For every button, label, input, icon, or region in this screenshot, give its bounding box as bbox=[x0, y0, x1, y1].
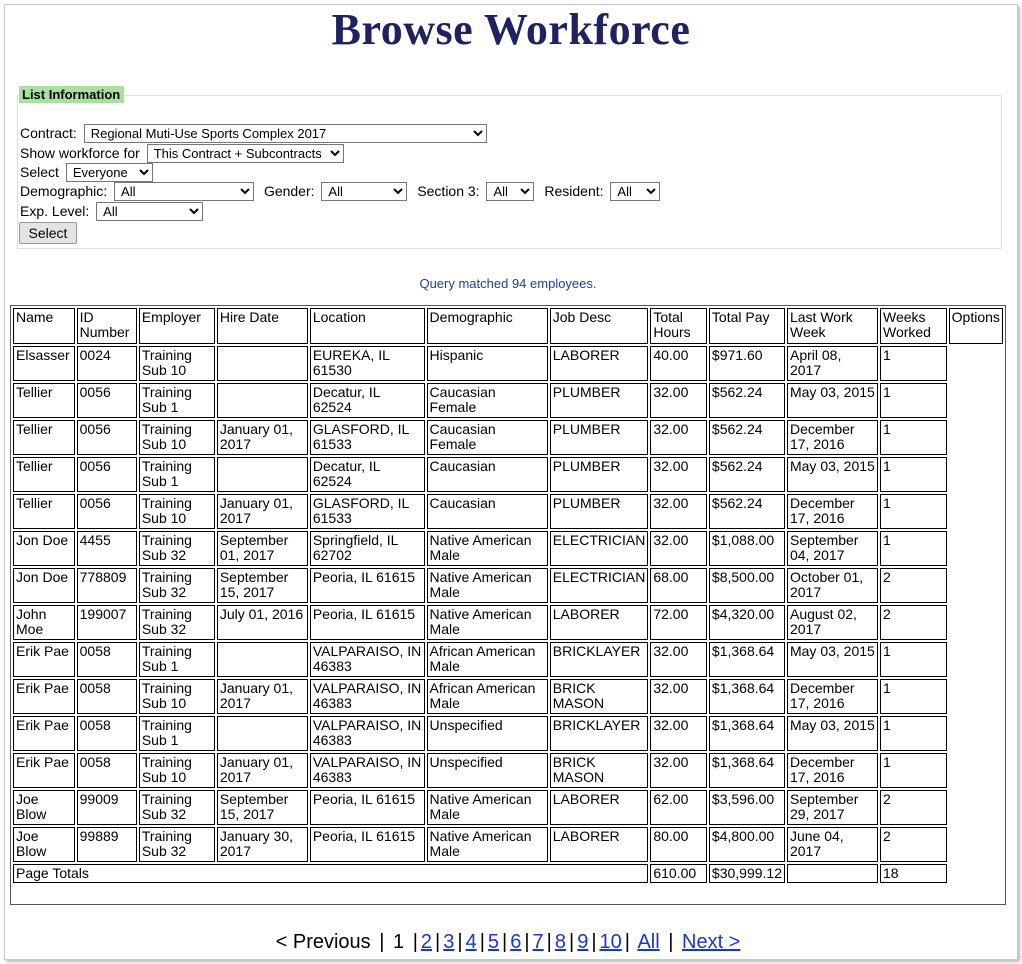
table-cell: 1 bbox=[880, 642, 947, 677]
table-cell: LABORER bbox=[550, 827, 649, 862]
table-cell: ELECTRICIAN bbox=[550, 531, 649, 566]
table-cell: LABORER bbox=[550, 790, 649, 825]
show-workforce-row bbox=[20, 144, 344, 163]
table-cell: PLUMBER bbox=[550, 457, 649, 492]
page-link-9[interactable]: 9 bbox=[577, 931, 589, 953]
table-cell: Unspecified bbox=[427, 716, 548, 751]
query-result-count: Query matched 94 employees. bbox=[419, 276, 597, 291]
table-cell: Decatur, IL 62524 bbox=[310, 383, 425, 418]
table-cell: 0024 bbox=[77, 346, 137, 381]
exp-level-select[interactable] bbox=[96, 202, 203, 221]
table-cell: VALPARAISO, IN 46383 bbox=[310, 679, 425, 714]
table-cell: 32.00 bbox=[650, 679, 707, 714]
table-row bbox=[13, 827, 1003, 862]
total-hours-value: 610.00 bbox=[650, 864, 707, 883]
table-cell: Tellier bbox=[13, 494, 75, 529]
pagination-separator: | bbox=[412, 931, 418, 953]
table-row bbox=[13, 790, 1003, 825]
table-cell: ELECTRICIAN bbox=[550, 568, 649, 603]
table-cell: December 17, 2016 bbox=[787, 420, 878, 455]
table-cell: 0056 bbox=[77, 420, 137, 455]
total-pay-value: $30,999.12 bbox=[709, 864, 785, 883]
table-cell: 1 bbox=[880, 383, 947, 418]
table-cell: 1 bbox=[880, 494, 947, 529]
table-cell: Training Sub 32 bbox=[139, 531, 215, 566]
table-cell: Elsasser bbox=[13, 346, 75, 381]
next-page-link[interactable]: Next > bbox=[682, 931, 741, 953]
table-cell: African American Male bbox=[427, 679, 548, 714]
table-cell: December 17, 2016 bbox=[787, 753, 878, 788]
table-cell: Training Sub 10 bbox=[139, 346, 215, 381]
table-cell: 778809 bbox=[77, 568, 137, 603]
table-cell: GLASFORD, IL 61533 bbox=[310, 420, 425, 455]
pagination-separator: | bbox=[668, 931, 674, 953]
section3-select[interactable] bbox=[486, 182, 534, 201]
total-last-week-value bbox=[787, 864, 878, 883]
table-cell: 4455 bbox=[77, 531, 137, 566]
table-cell: $562.24 bbox=[709, 457, 785, 492]
table-cell: September 29, 2017 bbox=[787, 790, 878, 825]
table-cell: May 03, 2015 bbox=[787, 383, 878, 418]
table-cell: 0058 bbox=[77, 642, 137, 677]
table-cell: 32.00 bbox=[650, 642, 707, 677]
table-cell: $4,320.00 bbox=[709, 605, 785, 640]
table-row bbox=[13, 642, 1003, 677]
table-cell: 0058 bbox=[77, 716, 137, 751]
table-cell: Springfield, IL 62702 bbox=[310, 531, 425, 566]
table-cell: Peoria, IL 61615 bbox=[310, 605, 425, 640]
column-header: Total Hours bbox=[650, 308, 707, 344]
table-cell: Caucasian bbox=[427, 457, 548, 492]
table-cell: BRICK MASON bbox=[550, 679, 649, 714]
table-cell: EUREKA, IL 61530 bbox=[310, 346, 425, 381]
table-cell: 32.00 bbox=[650, 531, 707, 566]
page-link-4[interactable]: 4 bbox=[465, 931, 477, 953]
table-cell: $4,800.00 bbox=[709, 827, 785, 862]
table-cell: Erik Pae bbox=[13, 753, 75, 788]
table-cell: 40.00 bbox=[650, 346, 707, 381]
table-cell: Jon Doe bbox=[13, 531, 75, 566]
column-header: Weeks Worked bbox=[880, 308, 947, 344]
table-cell: Jon Doe bbox=[13, 568, 75, 603]
page-totals-label: Page Totals bbox=[13, 864, 648, 883]
table-header-row bbox=[13, 308, 1003, 344]
page-totals-row bbox=[13, 864, 1003, 883]
list-information-panel bbox=[17, 95, 1002, 249]
table-cell: Native American Male bbox=[427, 531, 548, 566]
table-cell: 1 bbox=[880, 753, 947, 788]
table-cell: Tellier bbox=[13, 457, 75, 492]
table-cell: September 15, 2017 bbox=[217, 790, 308, 825]
table-cell: September 04, 2017 bbox=[787, 531, 878, 566]
table-cell: 2 bbox=[880, 790, 947, 825]
table-row bbox=[13, 568, 1003, 603]
column-header: Job Desc bbox=[550, 308, 649, 344]
table-cell: 99009 bbox=[77, 790, 137, 825]
table-cell: January 01, 2017 bbox=[217, 753, 308, 788]
demographic-select[interactable] bbox=[114, 182, 254, 201]
table-row bbox=[13, 716, 1003, 751]
table-cell: September 01, 2017 bbox=[217, 531, 308, 566]
panel-legend: List Information bbox=[19, 86, 124, 103]
table-cell: Training Sub 1 bbox=[139, 642, 215, 677]
column-header: Demographic bbox=[427, 308, 548, 344]
select-label: Select bbox=[20, 164, 59, 180]
table-cell: 32.00 bbox=[650, 494, 707, 529]
table-cell: Decatur, IL 62524 bbox=[310, 457, 425, 492]
table-cell: October 01, 2017 bbox=[787, 568, 878, 603]
table-cell bbox=[217, 457, 308, 492]
show-workforce-label: Show workforce for bbox=[20, 145, 140, 161]
table-cell: African American Male bbox=[427, 642, 548, 677]
table-cell: Caucasian bbox=[427, 494, 548, 529]
table-cell: 0056 bbox=[77, 457, 137, 492]
pagination-separator: | bbox=[546, 931, 552, 953]
table-cell: BRICK MASON bbox=[550, 753, 649, 788]
pagination-separator: | bbox=[624, 931, 630, 953]
column-header: Last Work Week bbox=[787, 308, 878, 344]
table-cell: Training Sub 32 bbox=[139, 605, 215, 640]
select-button[interactable]: Select bbox=[19, 222, 77, 244]
pagination-separator: | bbox=[524, 931, 530, 953]
table-row bbox=[13, 531, 1003, 566]
table-row bbox=[13, 383, 1003, 418]
table-row bbox=[13, 457, 1003, 492]
table-cell: Training Sub 10 bbox=[139, 679, 215, 714]
table-cell: September 15, 2017 bbox=[217, 568, 308, 603]
table-cell: 0056 bbox=[77, 383, 137, 418]
table-cell: 2 bbox=[880, 605, 947, 640]
table-cell: May 03, 2015 bbox=[787, 642, 878, 677]
resident-select[interactable] bbox=[610, 182, 660, 201]
table-cell: January 01, 2017 bbox=[217, 494, 308, 529]
table-cell: December 17, 2016 bbox=[787, 494, 878, 529]
table-cell: Peoria, IL 61615 bbox=[310, 790, 425, 825]
column-header: Hire Date bbox=[217, 308, 308, 344]
exp-level-row bbox=[20, 202, 203, 221]
table-cell bbox=[217, 383, 308, 418]
pagination-separator: | bbox=[435, 931, 441, 953]
workforce-table-container bbox=[10, 305, 1006, 905]
column-header: ID Number bbox=[77, 308, 137, 344]
pagination-separator: | bbox=[591, 931, 597, 953]
table-cell: Native American Male bbox=[427, 790, 548, 825]
table-cell: Training Sub 32 bbox=[139, 790, 215, 825]
table-cell: 1 bbox=[880, 457, 947, 492]
table-cell: August 02, 2017 bbox=[787, 605, 878, 640]
table-cell: $1,088.00 bbox=[709, 531, 785, 566]
demographic-label: Demographic: bbox=[20, 183, 108, 199]
table-cell: Peoria, IL 61615 bbox=[310, 568, 425, 603]
table-cell: Tellier bbox=[13, 420, 75, 455]
page-link-8[interactable]: 8 bbox=[554, 931, 566, 953]
table-cell: PLUMBER bbox=[550, 494, 649, 529]
select-everyone-select[interactable] bbox=[66, 163, 153, 182]
table-cell: 32.00 bbox=[650, 420, 707, 455]
table-cell: $1,368.64 bbox=[709, 753, 785, 788]
contract-row bbox=[20, 124, 487, 143]
table-cell: June 04, 2017 bbox=[787, 827, 878, 862]
table-cell: Training Sub 1 bbox=[139, 383, 215, 418]
table-cell: LABORER bbox=[550, 346, 649, 381]
table-cell: $3,596.00 bbox=[709, 790, 785, 825]
page-link-10[interactable]: 10 bbox=[599, 931, 622, 953]
table-cell: July 01, 2016 bbox=[217, 605, 308, 640]
page-link-6[interactable]: 6 bbox=[510, 931, 522, 953]
table-cell: BRICKLAYER bbox=[550, 716, 649, 751]
table-cell: VALPARAISO, IN 46383 bbox=[310, 642, 425, 677]
table-cell: January 01, 2017 bbox=[217, 679, 308, 714]
table-cell: 1 bbox=[880, 716, 947, 751]
table-cell: 32.00 bbox=[650, 457, 707, 492]
table-cell: Joe Blow bbox=[13, 790, 75, 825]
table-row bbox=[13, 753, 1003, 788]
pagination-separator: | bbox=[379, 931, 385, 953]
table-cell: 32.00 bbox=[650, 753, 707, 788]
table-cell: BRICKLAYER bbox=[550, 642, 649, 677]
table-cell: 0056 bbox=[77, 494, 137, 529]
table-cell: 2 bbox=[880, 568, 947, 603]
table-cell: GLASFORD, IL 61533 bbox=[310, 494, 425, 529]
table-cell: $562.24 bbox=[709, 383, 785, 418]
gender-select[interactable] bbox=[321, 182, 407, 201]
table-row bbox=[13, 679, 1003, 714]
page-link-7[interactable]: 7 bbox=[532, 931, 544, 953]
demographic-row bbox=[20, 182, 660, 201]
select-row bbox=[20, 163, 153, 182]
gender-label: Gender: bbox=[263, 183, 315, 199]
table-cell: VALPARAISO, IN 46383 bbox=[310, 716, 425, 751]
current-page: 1 bbox=[393, 931, 405, 953]
column-header: Total Pay bbox=[709, 308, 785, 344]
table-cell: Unspecified bbox=[427, 753, 548, 788]
table-cell: PLUMBER bbox=[550, 420, 649, 455]
table-cell: Training Sub 1 bbox=[139, 457, 215, 492]
pagination bbox=[0, 931, 1016, 954]
table-cell: VALPARAISO, IN 46383 bbox=[310, 753, 425, 788]
table-cell: Hispanic bbox=[427, 346, 548, 381]
table-cell: Training Sub 10 bbox=[139, 494, 215, 529]
table-row bbox=[13, 420, 1003, 455]
table-cell: 68.00 bbox=[650, 568, 707, 603]
table-cell: January 01, 2017 bbox=[217, 420, 308, 455]
table-cell: $562.24 bbox=[709, 420, 785, 455]
table-cell: Caucasian Female bbox=[427, 420, 548, 455]
total-weeks-value: 18 bbox=[880, 864, 947, 883]
column-header: Employer bbox=[139, 308, 215, 344]
table-cell: Erik Pae bbox=[13, 716, 75, 751]
resident-label: Resident: bbox=[544, 183, 604, 199]
table-cell: 99889 bbox=[77, 827, 137, 862]
pagination-separator: | bbox=[479, 931, 485, 953]
table-cell: May 03, 2015 bbox=[787, 716, 878, 751]
page-link-3[interactable]: 3 bbox=[443, 931, 455, 953]
table-cell: Erik Pae bbox=[13, 679, 75, 714]
table-cell: 32.00 bbox=[650, 716, 707, 751]
page-link-all[interactable]: All bbox=[637, 931, 660, 953]
table-row bbox=[13, 605, 1003, 640]
table-cell: 72.00 bbox=[650, 605, 707, 640]
table-row bbox=[13, 346, 1003, 381]
table-cell: $1,368.64 bbox=[709, 716, 785, 751]
table-cell: May 03, 2015 bbox=[787, 457, 878, 492]
table-cell bbox=[217, 716, 308, 751]
exp-level-label: Exp. Level: bbox=[20, 203, 90, 219]
table-cell: Native American Male bbox=[427, 605, 548, 640]
table-cell: Erik Pae bbox=[13, 642, 75, 677]
table-cell: 1 bbox=[880, 420, 947, 455]
table-cell: LABORER bbox=[550, 605, 649, 640]
table-cell: $1,368.64 bbox=[709, 679, 785, 714]
table-cell: 80.00 bbox=[650, 827, 707, 862]
table-cell: Training Sub 1 bbox=[139, 716, 215, 751]
pagination-separator: | bbox=[502, 931, 508, 953]
column-header: Location bbox=[310, 308, 425, 344]
table-cell bbox=[217, 642, 308, 677]
table-cell: Tellier bbox=[13, 383, 75, 418]
table-cell: 199007 bbox=[77, 605, 137, 640]
pagination-separator: | bbox=[569, 931, 575, 953]
table-cell: Training Sub 32 bbox=[139, 827, 215, 862]
table-cell: $971.60 bbox=[709, 346, 785, 381]
workforce-table bbox=[11, 306, 1005, 885]
column-header: Options bbox=[949, 308, 1003, 344]
table-cell: 1 bbox=[880, 531, 947, 566]
table-cell: 2 bbox=[880, 827, 947, 862]
table-cell: 62.00 bbox=[650, 790, 707, 825]
table-cell: 0058 bbox=[77, 679, 137, 714]
table-cell: Training Sub 10 bbox=[139, 753, 215, 788]
table-cell: PLUMBER bbox=[550, 383, 649, 418]
table-cell: Training Sub 10 bbox=[139, 420, 215, 455]
contract-select[interactable] bbox=[84, 124, 487, 143]
table-cell: Native American Male bbox=[427, 568, 548, 603]
table-cell bbox=[217, 346, 308, 381]
table-cell: Caucasian Female bbox=[427, 383, 548, 418]
table-cell: $1,368.64 bbox=[709, 642, 785, 677]
page-link-2[interactable]: 2 bbox=[420, 931, 433, 953]
show-workforce-select[interactable] bbox=[147, 144, 344, 163]
table-row bbox=[13, 494, 1003, 529]
table-cell: 1 bbox=[880, 346, 947, 381]
column-header: Name bbox=[13, 308, 75, 344]
table-cell: $562.24 bbox=[709, 494, 785, 529]
table-cell: Joe Blow bbox=[13, 827, 75, 862]
table-cell: John Moe bbox=[13, 605, 75, 640]
page-title: Browse Workforce bbox=[331, 5, 691, 54]
table-cell: Training Sub 32 bbox=[139, 568, 215, 603]
previous-label: < Previous bbox=[275, 931, 371, 953]
table-cell: December 17, 2016 bbox=[787, 679, 878, 714]
contract-label: Contract: bbox=[20, 125, 77, 141]
table-cell: April 08, 2017 bbox=[787, 346, 878, 381]
section3-label: Section 3: bbox=[417, 183, 480, 199]
page-link-5[interactable]: 5 bbox=[487, 931, 500, 953]
table-cell: 0058 bbox=[77, 753, 137, 788]
table-cell: Native American Male bbox=[427, 827, 548, 862]
table-cell: January 30, 2017 bbox=[217, 827, 308, 862]
pagination-separator: | bbox=[457, 931, 463, 953]
table-cell: $8,500.00 bbox=[709, 568, 785, 603]
table-cell: 32.00 bbox=[650, 383, 707, 418]
table-cell: 1 bbox=[880, 679, 947, 714]
table-cell: Peoria, IL 61615 bbox=[310, 827, 425, 862]
